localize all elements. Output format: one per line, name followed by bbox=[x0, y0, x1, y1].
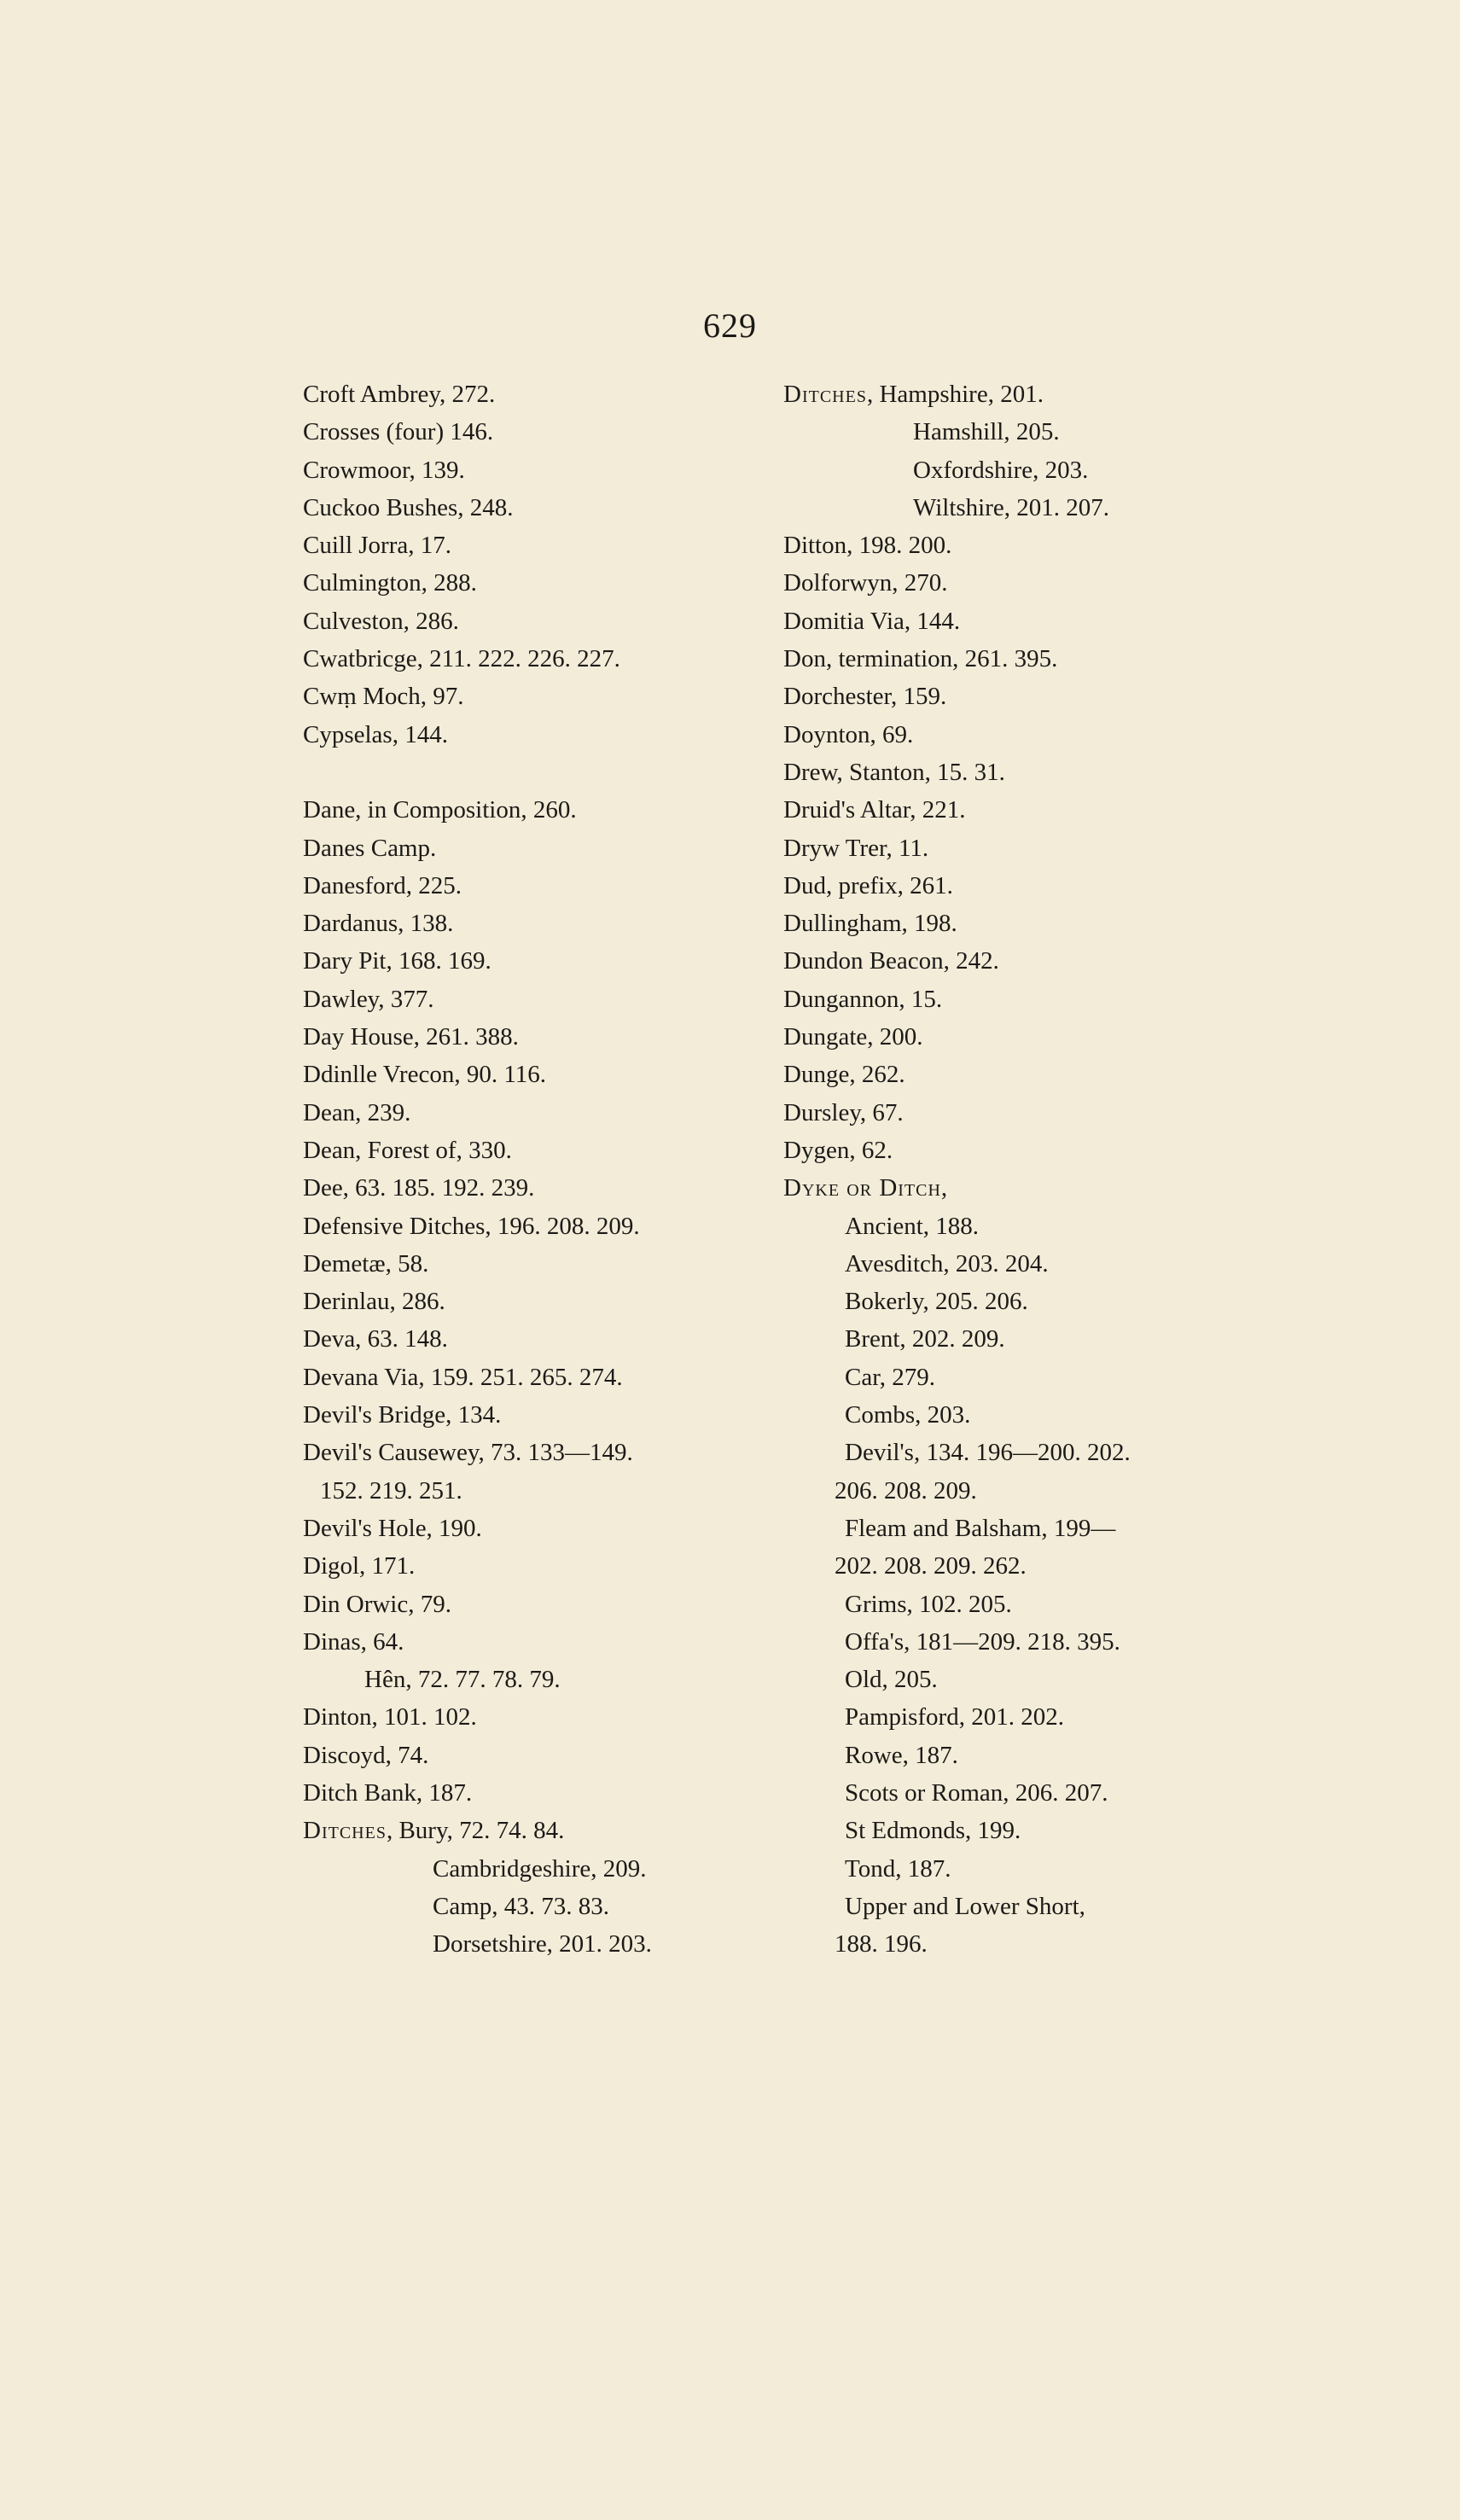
index-entry: Dud, prefix, 261. bbox=[783, 871, 953, 899]
index-entry: Fleam and Balsham, 199— bbox=[845, 1514, 1116, 1542]
index-heading-smallcaps: Ditches bbox=[303, 1817, 387, 1845]
index-entry: Brent, 202. 209. bbox=[845, 1325, 1005, 1353]
index-entry: Cuill Jorra, 17. bbox=[303, 532, 451, 560]
index-entry: Cambridgeshire, 209. bbox=[433, 1854, 647, 1883]
index-entry: Dungannon, 15. bbox=[783, 985, 943, 1013]
index-entry: Discoyd, 74. bbox=[303, 1741, 429, 1769]
index-entry bbox=[303, 1812, 781, 1849]
index-entry: Devil's Causewey, 73. 133—149. bbox=[303, 1439, 633, 1467]
index-entry: Cypselas, 144. bbox=[303, 720, 448, 748]
index-entry: Culmington, 288. bbox=[303, 569, 477, 597]
index-entry: Dean, 239. bbox=[303, 1098, 411, 1126]
index-entry: Culveston, 286. bbox=[303, 607, 459, 635]
index-entry: Drew, Stanton, 15. 31. bbox=[783, 758, 1005, 786]
index-entry: Don, termination, 261. 395. bbox=[783, 645, 1058, 673]
index-entry: Defensive Ditches, 196. 208. 209. bbox=[303, 1212, 640, 1240]
index-entry: Cwṃ Moch, 97. bbox=[303, 683, 464, 711]
index-entry: Bokerly, 205. 206. bbox=[845, 1288, 1028, 1316]
index-entry: Danesford, 225. bbox=[303, 871, 462, 899]
index-entry: Devana Via, 159. 251. 265. 274. bbox=[303, 1363, 623, 1391]
index-entry: Devil's Hole, 190. bbox=[303, 1514, 482, 1542]
index-entry: Dundon Beacon, 242. bbox=[783, 947, 999, 975]
index-entry bbox=[783, 375, 1244, 413]
index-entry: Dardanus, 138. bbox=[303, 910, 454, 938]
index-entry: Old, 205. bbox=[845, 1666, 938, 1694]
index-entry: Dryw Trer, 11. bbox=[783, 834, 929, 862]
index-entry: Ancient, 188. bbox=[845, 1212, 980, 1240]
index-entry: Cwatbricge, 211. 222. 226. 227. bbox=[303, 645, 620, 673]
index-heading-smallcaps: Ditches bbox=[783, 381, 867, 408]
index-entry: Upper and Lower Short, bbox=[845, 1892, 1085, 1920]
index-entry: Oxfordshire, 203. bbox=[913, 456, 1089, 484]
index-entry: Dungate, 200. bbox=[783, 1023, 923, 1051]
index-entry: Ditch Bank, 187. bbox=[303, 1778, 473, 1807]
index-entry: Doynton, 69. bbox=[783, 720, 914, 748]
index-entry: Rowe, 187. bbox=[845, 1741, 958, 1769]
index-entry: Dygen, 62. bbox=[783, 1136, 893, 1164]
index-entry: Hamshill, 205. bbox=[913, 418, 1060, 446]
index-entry: Din Orwic, 79. bbox=[303, 1590, 451, 1618]
index-entry: Dawley, 377. bbox=[303, 985, 434, 1013]
index-entry: Offa's, 181—209. 218. 395. bbox=[845, 1627, 1120, 1656]
index-heading-rest: , Hampshire, 201. bbox=[866, 381, 1044, 408]
index-entry: Dyke or Ditch, bbox=[783, 1174, 949, 1202]
index-entry: Deva, 63. 148. bbox=[303, 1325, 448, 1353]
index-entry: Dorsetshire, 201. 203. bbox=[433, 1930, 652, 1958]
index-entry: Wiltshire, 201. 207. bbox=[913, 493, 1110, 521]
index-entry: Druid's Altar, 221. bbox=[783, 796, 966, 824]
index-entry: Grims, 102. 205. bbox=[845, 1590, 1012, 1618]
index-entry: St Edmonds, 199. bbox=[845, 1817, 1021, 1845]
index-entry: Derinlau, 286. bbox=[303, 1288, 445, 1316]
index-entry: Tond, 187. bbox=[845, 1854, 951, 1883]
index-entry: Dursley, 67. bbox=[783, 1098, 904, 1126]
index-entry: Crowmoor, 139. bbox=[303, 456, 465, 484]
index-entry: Devil's Bridge, 134. bbox=[303, 1401, 502, 1429]
index-entry: Devil's, 134. 196—200. 202. bbox=[845, 1439, 1131, 1467]
index-entry: Dolforwyn, 270. bbox=[783, 569, 948, 597]
index-entry: Day House, 261. 388. bbox=[303, 1023, 519, 1051]
index-entry: 202. 208. 209. 262. bbox=[835, 1552, 1027, 1580]
index-entry: Cuckoo Bushes, 248. bbox=[303, 493, 514, 521]
index-entry: Dunge, 262. bbox=[783, 1061, 905, 1089]
index-entry: Digol, 171. bbox=[303, 1552, 416, 1580]
index-entry: Car, 279. bbox=[845, 1363, 935, 1391]
page-number: 629 bbox=[703, 306, 757, 345]
index-entry: Croft Ambrey, 272. bbox=[303, 381, 496, 408]
index-entry: Ditton, 198. 200. bbox=[783, 532, 952, 560]
index-entry: Combs, 203. bbox=[845, 1401, 971, 1429]
index-entry: Dullingham, 198. bbox=[783, 910, 957, 938]
index-entry: Hên, 72. 77. 78. 79. bbox=[364, 1666, 561, 1694]
index-entry: Dane, in Composition, 260. bbox=[303, 796, 577, 824]
index-spacer bbox=[303, 754, 781, 791]
index-entry: Danes Camp. bbox=[303, 834, 437, 862]
index-entry: Avesditch, 203. 204. bbox=[845, 1249, 1049, 1277]
index-column-left bbox=[303, 375, 781, 1963]
index-entry: Dary Pit, 168. 169. bbox=[303, 947, 492, 975]
index-entry: 206. 208. 209. bbox=[835, 1476, 977, 1504]
index-column-right bbox=[783, 375, 1244, 1963]
index-entry: 188. 196. bbox=[835, 1930, 928, 1958]
index-entry: Ddinlle Vrecon, 90. 116. bbox=[303, 1061, 546, 1089]
index-entry: Dee, 63. 185. 192. 239. bbox=[303, 1174, 535, 1202]
index-entry: Dean, Forest of, 330. bbox=[303, 1136, 512, 1164]
index-heading-rest: , Bury, 72. 74. 84. bbox=[386, 1817, 565, 1845]
index-entry: 152. 219. 251. bbox=[320, 1476, 462, 1504]
index-entry: Camp, 43. 73. 83. bbox=[433, 1892, 610, 1920]
index-entry: Crosses (four) 146. bbox=[303, 418, 494, 446]
index-entry: Dinas, 64. bbox=[303, 1627, 404, 1656]
index-entry: Domitia Via, 144. bbox=[783, 607, 961, 635]
index-entry: Dinton, 101. 102. bbox=[303, 1703, 477, 1731]
index-entry: Scots or Roman, 206. 207. bbox=[845, 1778, 1108, 1807]
index-entry: Pampisford, 201. 202. bbox=[845, 1703, 1064, 1731]
index-entry: Demetæ, 58. bbox=[303, 1249, 429, 1277]
index-entry: Dorchester, 159. bbox=[783, 683, 947, 711]
